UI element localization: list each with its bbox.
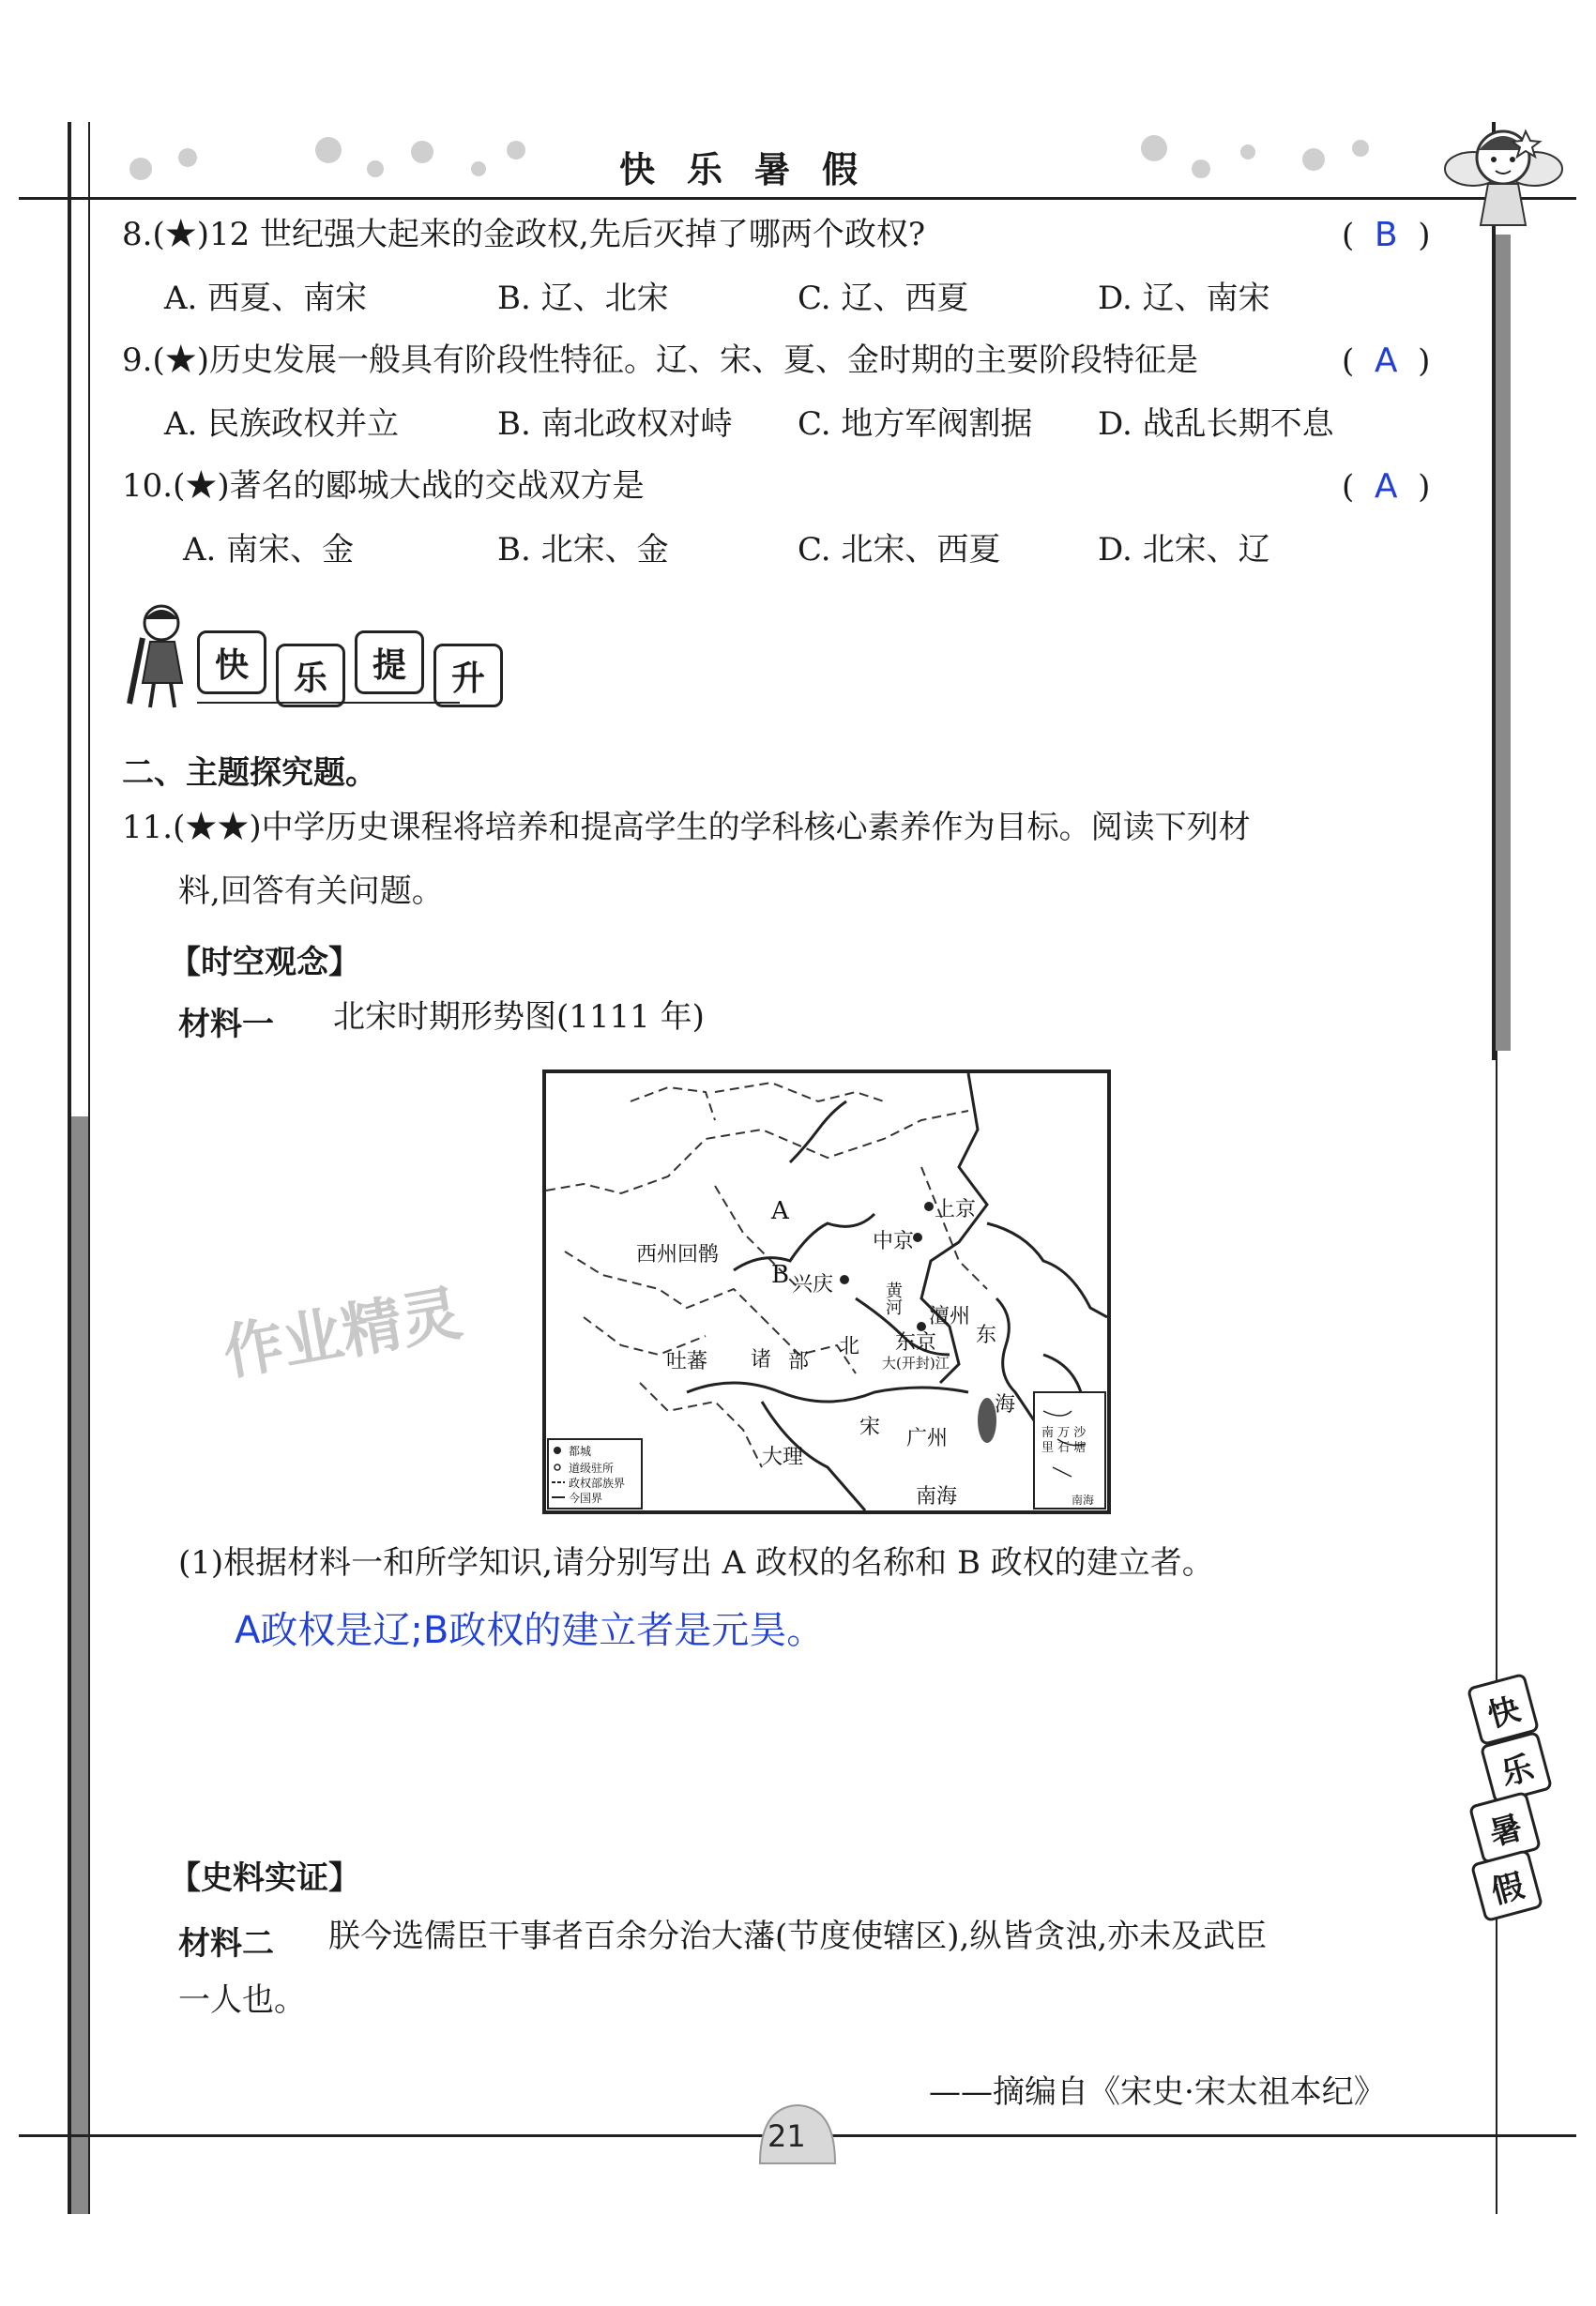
student-with-pencil-icon <box>122 600 197 713</box>
question-8-answer: B <box>1374 216 1398 254</box>
map-label-song: 宋 <box>859 1416 881 1439</box>
watermark: 作业精灵 <box>218 1279 467 1389</box>
question-9-answer: A <box>1374 341 1398 380</box>
header-rule <box>19 197 1576 200</box>
side-badge-3: 暑 <box>1468 1791 1542 1864</box>
material1-label: 材料一 <box>178 1006 274 1043</box>
banner-underline <box>197 702 460 704</box>
material2-label: 材料二 <box>178 1925 274 1963</box>
material2-line1: 朕今选儒臣干事者百余分治大藩(节度使辖区),纵皆贪浊,亦未及武臣 <box>328 1918 1268 1955</box>
map-label-zhongjing: 中京 <box>873 1230 915 1253</box>
map-label-chanzhou: 澶州 <box>929 1305 971 1328</box>
header-title: 快乐暑假 <box>619 149 890 190</box>
page-number: 21 <box>768 2118 806 2154</box>
map-label-huanghe: 黄河 <box>883 1282 903 1315</box>
question-9-option-c: C. 地方军阀割据 <box>798 405 1033 443</box>
map-label-shangjing: 上京 <box>935 1198 977 1221</box>
tag-evidence: 【史料实证】 <box>169 1859 360 1897</box>
side-badge-4: 假 <box>1470 1849 1543 1922</box>
fairy-mascot-icon <box>1436 113 1567 244</box>
map-label-bei: 北 <box>839 1335 860 1358</box>
legend-circuit-seat: 道级驻所 <box>569 1462 615 1475</box>
question-9-option-a: A. 民族政权并立 <box>164 405 400 443</box>
legend-modern-border: 今国界 <box>569 1492 603 1505</box>
question-10-option-b: B. 北宋、金 <box>497 531 669 569</box>
question-8-option-d: D. 辽、南宋 <box>1098 280 1270 317</box>
map-label-guangzhou: 广州 <box>906 1427 949 1450</box>
section2-heading: 二、主题探究题。 <box>122 754 377 792</box>
question-11-line1: 11.(★★)中学历史课程将培养和提高学生的学科核心素养作为目标。阅读下列材 <box>122 809 1251 846</box>
sub-question-1-answer: A政权是辽;B政权的建立者是元昊。 <box>235 1609 825 1652</box>
banner-char-3: 提 <box>355 630 424 694</box>
question-9-answer-box: ( A ) <box>1342 341 1431 380</box>
sub-question-1: (1)根据材料一和所学知识,请分别写出 A 政权的名称和 B 政权的建立者。 <box>178 1544 1214 1582</box>
left-grey-strip <box>71 1116 88 2214</box>
map-label-zhu: 诸 <box>751 1348 772 1372</box>
map-label-dali: 大理 <box>762 1446 804 1469</box>
question-9-stem: 9.(★)历史发展一般具有阶段性特征。辽、宋、夏、金时期的主要阶段特征是 <box>122 341 1198 379</box>
question-8-option-c: C. 辽、西夏 <box>798 280 969 317</box>
question-10-option-d: D. 北宋、辽 <box>1098 531 1270 569</box>
question-9-option-d: D. 战乱长期不息 <box>1098 405 1334 443</box>
song-dynasty-map <box>542 1070 1111 1514</box>
section-banner <box>197 630 503 707</box>
question-10-option-a: A. 南宋、金 <box>183 531 355 569</box>
map-label-bu: 部 <box>788 1350 810 1373</box>
material2-source: ——摘编自《宋史·宋太祖本纪》 <box>929 2073 1386 2111</box>
question-8-answer-box: ( B ) <box>1342 216 1431 254</box>
right-border-lower <box>1496 1051 1497 2214</box>
map-label-dongjing: 东京 <box>895 1331 937 1355</box>
question-8-stem: 8.(★)12 世纪强大起来的金政权,先后灭掉了哪两个政权? <box>122 216 926 253</box>
question-8-option-a: A. 西夏、南宋 <box>164 280 368 317</box>
left-inner-border <box>88 122 90 2214</box>
material2-line2: 一人也。 <box>178 1981 306 2019</box>
tag-spacetime: 【时空观念】 <box>169 944 360 981</box>
question-10-stem: 10.(★)著名的郾城大战的交战双方是 <box>122 467 645 505</box>
map-label-hai: 海 <box>995 1393 1016 1417</box>
side-badge-2: 乐 <box>1480 1731 1553 1804</box>
map-label-xingqing: 兴庆 <box>792 1273 834 1297</box>
banner-char-1: 快 <box>197 630 266 694</box>
inset-label-nanhai: 南海 <box>1072 1494 1095 1507</box>
material1-text: 北宋时期形势图(1111 年) <box>333 998 705 1036</box>
banner-char-2: 乐 <box>276 644 345 707</box>
question-10-option-c: C. 北宋、西夏 <box>798 531 1001 569</box>
map-label-xizhou: 西州回鹘 <box>636 1243 720 1267</box>
legend-regime-border: 政权部族界 <box>569 1477 626 1490</box>
map-label-nanhai: 南海 <box>916 1485 958 1509</box>
map-label-dong: 东 <box>976 1324 997 1347</box>
question-11-line2: 料,回答有关问题。 <box>178 872 444 910</box>
right-grey-strip <box>1496 235 1511 1051</box>
banner-char-4: 升 <box>433 644 503 707</box>
map-label-tubo: 吐蕃 <box>666 1350 708 1373</box>
side-badge-1: 快 <box>1467 1673 1540 1746</box>
question-8-option-b: B. 辽、北宋 <box>497 280 669 317</box>
map-label-a: A <box>771 1197 789 1225</box>
map-label-kaifeng: 大(开封)江 <box>882 1355 950 1372</box>
legend-capital: 都城 <box>569 1445 592 1458</box>
question-10-answer-box: ( A ) <box>1342 467 1431 506</box>
question-9-option-b: B. 南北政权对峙 <box>497 405 733 443</box>
inset-label-islands: 南 万 沙 里 石 塘 <box>1041 1426 1087 1455</box>
question-10-answer: A <box>1374 467 1398 506</box>
map-label-b: B <box>771 1261 790 1289</box>
